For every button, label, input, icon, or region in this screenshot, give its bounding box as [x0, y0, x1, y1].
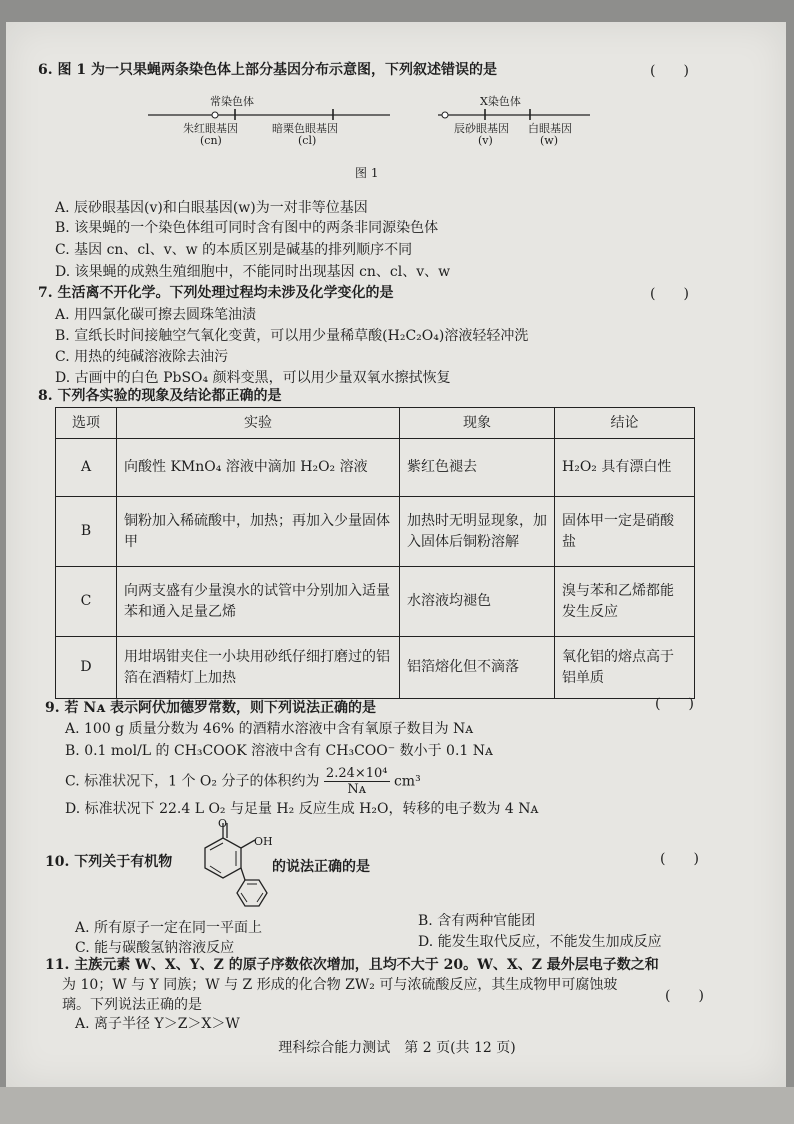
hydroxyl-label: OH: [254, 835, 273, 848]
figure-caption: 图 1: [355, 166, 379, 180]
q6-option-c: C. 基因 cn、cl、v、w 的本质区别是碱基的排列顺序不同: [55, 242, 413, 258]
q9-option-c-text: C. 标准状况下，1 个 O₂ 分子的体积约为: [65, 773, 320, 790]
q6-answer-paren: ( ): [650, 63, 689, 79]
row-experiment: 铜粉加入稀硫酸中，加热；再加入少量固体甲: [117, 497, 400, 567]
page-footer: 理科综合能力测试 第 2 页(共 12 页): [278, 1040, 516, 1056]
q9-option-b: B. 0.1 mol/L 的 CH₃COOK 溶液中含有 CH₃COO⁻ 数小于 0.1 Nᴀ: [65, 743, 493, 759]
gene-cl-symbol: (cl): [298, 134, 317, 147]
row-option: B: [56, 497, 117, 567]
q9-option-c: [65, 766, 421, 797]
q10-option-c: C. 能与碳酸氢钠溶液反应: [75, 940, 235, 956]
scan-background: [0, 1087, 794, 1124]
q10-stem-post: 的说法正确的是: [272, 859, 370, 875]
q10-option-a: A. 所有原子一定在同一平面上: [75, 920, 263, 936]
fraction-numerator: 2.24×10⁴: [325, 766, 388, 781]
header-experiment: 实验: [117, 408, 400, 439]
q7-answer-paren: ( ): [650, 286, 689, 302]
row-option: C: [56, 567, 117, 637]
table-header-row: [56, 408, 695, 439]
row-option: D: [56, 637, 117, 699]
q10-stem-pre: 10. 下列关于有机物: [45, 854, 173, 870]
gene-v-symbol: (v): [478, 134, 493, 147]
carbonyl-o-label: O: [218, 817, 228, 830]
q7-option-a: A. 用四氯化碳可擦去圆珠笔油渍: [55, 307, 257, 323]
gene-w-symbol: (w): [540, 134, 558, 147]
fraction-denominator: Nᴀ: [347, 782, 367, 797]
row-option: A: [56, 439, 117, 497]
row-experiment: 用坩埚钳夹住一小块用砂纸仔细打磨过的铝箔在酒精灯上加热: [117, 637, 400, 699]
row-conclusion: 溴与苯和乙烯都能发生反应: [555, 567, 695, 637]
row-phenomenon: 铝箔熔化但不滴落: [400, 637, 555, 699]
q11-option-a: A. 离子半径 Y＞Z＞X＞W: [75, 1016, 240, 1032]
table-row: [56, 497, 695, 567]
q9-stem: 9. 若 Nᴀ 表示阿伏加德罗常数，则下列说法正确的是: [45, 700, 377, 716]
q9-option-c-fraction: [324, 766, 390, 797]
q9-answer-paren: ( ): [655, 696, 694, 712]
autosome-title: 常染色体: [210, 95, 254, 108]
q7-option-d: D. 古画中的白色 PbSO₄ 颜料变黑，可以用少量双氧水擦拭恢复: [55, 370, 451, 386]
header-phenomenon: 现象: [400, 408, 555, 439]
q6-option-d: D. 该果蝇的成熟生殖细胞中，不能同时出现基因 cn、cl、v、w: [55, 264, 451, 280]
gene-v-label: 辰砂眼基因: [454, 122, 509, 135]
q6-option-b: B. 该果蝇的一个染色体组可同时含有图中的两条非同源染色体: [55, 220, 439, 236]
gene-cn-label: 朱红眼基因: [183, 122, 238, 135]
q8-stem: 8. 下列各实验的现象及结论都正确的是: [38, 388, 282, 404]
row-experiment: 向酸性 KMnO₄ 溶液中滴加 H₂O₂ 溶液: [117, 439, 400, 497]
gene-w-label: 白眼基因: [528, 122, 572, 135]
table-row: [56, 439, 695, 497]
q7-option-b: B. 宣纸长时间接触空气氧化变黄，可以用少量稀草酸(H₂C₂O₄)溶液轻轻冲洗: [55, 328, 529, 344]
q11-stem-line2: 为 10；W 与 Y 同族；W 与 Z 形成的化合物 ZW₂ 可与浓硫酸反应，其生成物甲可腐蚀玻: [62, 977, 618, 993]
experiment-table: [55, 407, 695, 699]
row-phenomenon: 水溶液均褪色: [400, 567, 555, 637]
q10-option-b: B. 含有两种官能团: [418, 913, 536, 929]
row-conclusion: H₂O₂ 具有漂白性: [555, 439, 695, 497]
gene-cn-symbol: (cn): [200, 134, 222, 147]
q11-stem-line1: 11. 主族元素 W、X、Y、Z 的原子序数依次增加，且均不大于 20。W、X、Z 最外层电子数之和: [45, 957, 659, 973]
q11-stem-line3: 璃。下列说法正确的是: [62, 997, 202, 1013]
q9-option-c-unit: cm³: [393, 773, 421, 790]
row-phenomenon: 紫红色褪去: [400, 439, 555, 497]
q10-answer-paren: ( ): [660, 851, 699, 867]
q9-option-d: D. 标准状况下 22.4 L O₂ 与足量 H₂ 反应生成 H₂O，转移的电子数为 4 Nᴀ: [65, 801, 539, 817]
q6-stem: 6. 图 1 为一只果蝇两条染色体上部分基因分布示意图，下列叙述错误的是: [38, 62, 497, 78]
q6-option-a: A. 辰砂眼基因(v)和白眼基因(w)为一对非等位基因: [55, 200, 368, 216]
q10-option-d: D. 能发生取代反应，不能发生加成反应: [418, 934, 662, 950]
q7-option-c: C. 用热的纯碱溶液除去油污: [55, 349, 229, 365]
xchrom-title: X染色体: [480, 95, 521, 108]
row-experiment: 向两支盛有少量溴水的试管中分别加入适量苯和通入足量乙烯: [117, 567, 400, 637]
gene-cl-label: 暗栗色眼基因: [272, 122, 338, 135]
row-phenomenon: 加热时无明显现象，加入固体后铜粉溶解: [400, 497, 555, 567]
header-conclusion: 结论: [555, 408, 695, 439]
row-conclusion: 固体甲一定是硝酸盐: [555, 497, 695, 567]
header-option: 选项: [56, 408, 117, 439]
q7-stem: 7. 生活离不开化学。下列处理过程均未涉及化学变化的是: [38, 285, 394, 301]
table-row: [56, 637, 695, 699]
row-conclusion: 氧化铝的熔点高于铝单质: [555, 637, 695, 699]
q9-option-a: A. 100 g 质量分数为 46% 的酒精水溶液中含有氧原子数目为 Nᴀ: [65, 721, 474, 737]
table-row: [56, 567, 695, 637]
q11-answer-paren: ( ): [665, 988, 704, 1004]
